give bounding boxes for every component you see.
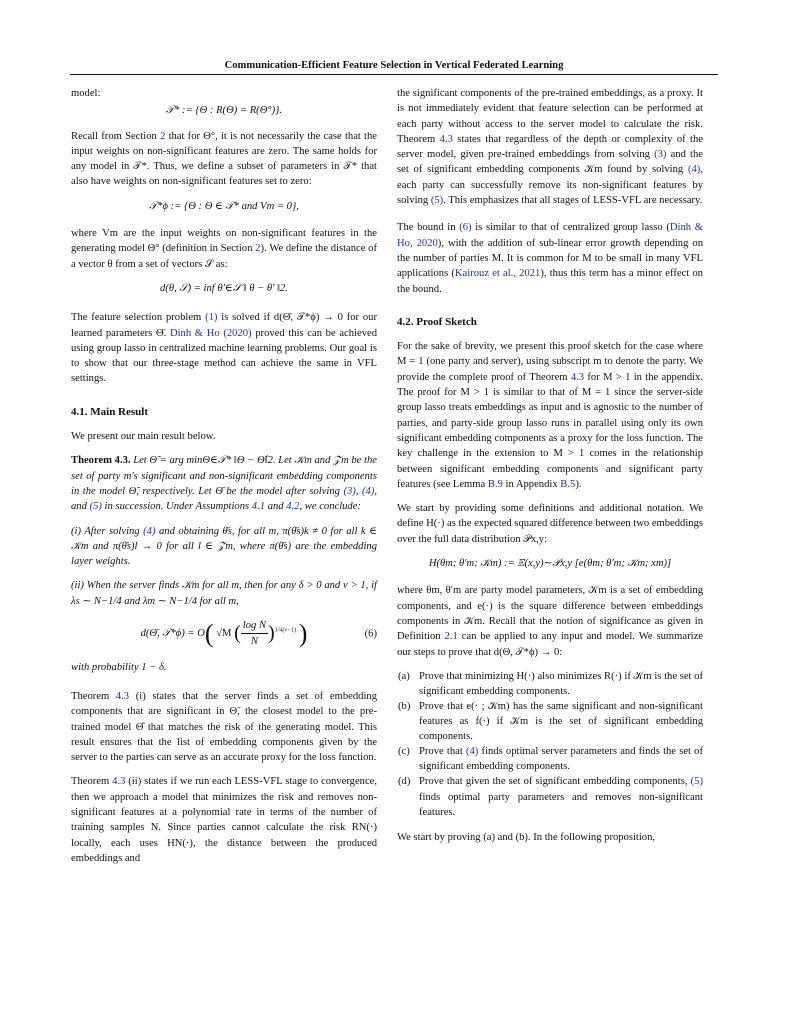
equation-ref-link[interactable]: (4) bbox=[143, 525, 156, 537]
equation-ref-link[interactable]: (5) bbox=[430, 195, 444, 207]
theorem: Theorem 4.3. Let Θ̃ = arg minΘ∈𝒯* ‖Θ − Θ̂‖2. Let 𝒦m and 𝒵m be the set of party m's significant and non-significant embedding components in the model Θ̃, respectively. Let Θ̄ be the model after solving (3), (4), and (5) in succession. Under Assumptions 4.1 and 4.2, we conclude: bbox=[71, 455, 377, 513]
assumption-ref-link[interactable]: 4.2 bbox=[286, 501, 300, 513]
paragraph: where Vm are the input weights on non-significant features in the generating model Θ° (definition in Section 2). We define the distance of a vector θ from a set of vectors 𝒮 as: bbox=[71, 228, 378, 270]
equation-ref-link[interactable]: (3) bbox=[343, 485, 356, 497]
left-column bbox=[71, 86, 377, 875]
theorem-part-i: (i) After solving (4) and obtaining θ̄s, for all m, π(θ̄s)k ≠ 0 for all k ∈ 𝒦m and π(θ̄s)l → 0 for all l ∈ 𝒵m, where π(θ̄s) are the embedding layer weights. bbox=[71, 525, 377, 568]
section-ref-link[interactable]: 2 bbox=[255, 243, 261, 255]
list-item: (c) Prove that (4) finds optimal server parameters and finds the set of significant embedding components. bbox=[398, 746, 703, 773]
header-rule bbox=[70, 74, 718, 75]
equation-ref-link[interactable]: (3) bbox=[654, 149, 667, 161]
paragraph: We start by proving (a) and (b). In the following proposition, bbox=[397, 831, 656, 843]
theorem-ref-link[interactable]: 4.3 bbox=[570, 371, 585, 383]
equation-H: H(θm; θ′m; 𝒦m) := 𝔼(x,y)∼𝒫x,y [e(θm; θ′m; 𝒦m; xm)] bbox=[428, 558, 672, 570]
equation-number: (6) bbox=[364, 628, 377, 640]
definition-ref-link[interactable]: 2.1 bbox=[444, 631, 458, 643]
theorem-part-ii: (ii) When the server finds 𝒦m for all m, then for any δ > 0 and ν > 1, if λs ∼ N−1/4 and λm ∼ N−1/4 for all m, bbox=[71, 580, 377, 607]
equation-ref-link[interactable]: (5) bbox=[690, 776, 703, 788]
paragraph: The feature selection problem (1) is solved if d(Θ̄, 𝒯*ϕ) → 0 for our learned parameters Θ̄. Dinh & Ho (2020) proved this can be achieved using group lasso in centralized machine learning problems. Our goal is to show that our three-stage method can achieve the same in VFL settings. bbox=[71, 312, 377, 385]
equation-ref-link[interactable]: (4) bbox=[687, 164, 701, 176]
right-column bbox=[397, 86, 703, 854]
paragraph: Theorem 4.3 (ii) states if we run each LESS-VFL stage to convergence, then we approach a model that minimizes the risk and removes non-significant features at a polynomial rate in terms of the number of training samples N. Since parties cannot calculate the risk RN(·) locally, each uses HN(·), the distance between the produced embeddings and bbox=[71, 776, 378, 864]
citation-link[interactable]: Dinh & Ho, 2020 bbox=[397, 222, 704, 249]
lemma-ref-link[interactable]: B.9 bbox=[487, 478, 503, 490]
theorem-ref-link[interactable]: 4.3 bbox=[439, 133, 453, 145]
list-item: (d) Prove that given the set of significant embedding components, (5) finds optimal party parameters and removes non-significant features. bbox=[398, 776, 703, 818]
citation-link[interactable]: Kairouz et al., 2021 bbox=[454, 268, 541, 280]
paragraph: The bound in (6) is similar to that of centralized group lasso (Dinh & Ho, 2020), with the addition of sub-linear error growth depending on the number of parties M. It is common for M to be small in many VFL applications (Kairouz et al., 2021), thus this term has a minor effect on the bound. bbox=[397, 222, 704, 295]
paragraph: Recall from Section 2 that for Θ°, it is not necessarily the case that the input weights on non-significant features are zero. The same holds for any model in 𝒯*. Thus, we define a subset of parameters in 𝒯* that also have weights on non-significant features set to zero: bbox=[71, 130, 377, 188]
running-header: Communication-Efficient Feature Selection in Vertical Federated Learning bbox=[224, 60, 564, 71]
paragraph: the significant components of the pre-trained embeddings, as a proxy. It is not immediately evident that feature selection can be performed at each party without access to the server model to calculate the risk. Theorem 4.3 states that regardless of the depth or complexity of the server model, given pre-trained embeddings from solving (3) and the set of significant embedding components 𝒦m found by solving (4), each party can successfully remove its non-significant features by solving (5). This emphasizes that all stages of LESS-VFL are necessary. bbox=[397, 88, 703, 207]
section-heading: 4.1. Main Result bbox=[71, 405, 148, 418]
section-ref-link[interactable]: 2 bbox=[160, 130, 166, 142]
fraction: $\frac{\text{log N}}{N}$ bbox=[242, 620, 267, 648]
section-heading: 4.2. Proof Sketch bbox=[397, 315, 477, 328]
paragraph: We start by providing some definitions and additional notation. We define H(·) as the expected squared difference between two embeddings over the full data distribution 𝒫x,y: bbox=[397, 503, 704, 545]
appendix-ref-link[interactable]: B.5 bbox=[560, 478, 576, 490]
paragraph: We present our main result below. bbox=[71, 431, 216, 443]
paragraph: model: bbox=[71, 88, 101, 99]
theorem-ref-link[interactable]: 4.3 bbox=[115, 690, 130, 702]
theorem-ref-link[interactable]: 4.3 bbox=[112, 776, 126, 788]
equation-tphi: 𝒯*ϕ := {Θ : Θ ∈ 𝒯* and Vm = 0}, bbox=[149, 200, 299, 212]
assumption-ref-link[interactable]: 4.1 bbox=[251, 501, 266, 513]
equation-6: d(Θ̄, 𝒯*ϕ) = O( √M ( $\frac{\text{log N}}{N}$ )$^{1/4(\nu-1)}$ ) (6) bbox=[140, 619, 377, 649]
theorem-label: Theorem 4.3. bbox=[71, 455, 131, 467]
equation-ref-link[interactable]: (5) bbox=[89, 501, 102, 513]
list-item: (a) Prove that minimizing H(·) also minimizes R(·) if 𝒦m is the set of significant embedding components. bbox=[398, 670, 703, 697]
paragraph: with probability 1 − δ. bbox=[71, 661, 167, 673]
equation-ref-link[interactable]: (4) bbox=[361, 485, 375, 497]
citation-link[interactable]: Dinh & Ho (2020) bbox=[169, 327, 252, 339]
equation-ref-link[interactable]: (1) bbox=[205, 312, 218, 324]
paragraph: For the sake of brevity, we present this proof sketch for the case where M = 1 (one party and server), using subscript m to denote the party. We provide the complete proof of Theorem 4.3 for M > 1 in the appendix. The proof for M > 1 is similar to that of M = 1 since the server-side group lasso treats embeddings as input and is agnostic to the number of parties, and party-side group lasso runs in parallel using only its own significant embedding components as a proxy for the loss function. The key challenge in the extension to M > 1 comes in the relationship between significant embedding components and significant party features (see Lemma B.9 in Appendix B.5). bbox=[397, 341, 703, 490]
equation-ref-link[interactable]: (6) bbox=[459, 222, 472, 234]
paragraph: Theorem 4.3 (i) states that the server finds a set of embedding components that are significant in Θ̃, the closest model to the pre-trained model Θ̂ that matches the risk of the generating model. This result ensures that the list of embedding components given by the server to the parties can serve as an accurate proxy for the loss function. bbox=[71, 690, 378, 764]
equation-tstar: 𝒯* := {Θ : R(Θ) = R(Θ°)}. bbox=[165, 105, 283, 117]
paragraph: where θm, θ′m are party model parameters, 𝒦m is a set of embedding components, and e(·) is the square difference between embeddings components in 𝒦m. Recall that the notion of significance as given in Definition 2.1 can be applied to any input and model. We summarize our steps to prove that d(Θ, 𝒯*ϕ) → 0: bbox=[397, 585, 703, 658]
equation-distance: d(θ, 𝒮) = inf θ′∈𝒮 ‖ θ − θ′ ‖2. bbox=[160, 282, 288, 294]
list-item: (b) Prove that e(· ; 𝒦m) has the same significant and non-significant features as f(·) if 𝒦m is the set of significant embedding components. bbox=[398, 700, 703, 743]
equation-ref-link[interactable]: (4) bbox=[465, 746, 479, 758]
proof-steps-list bbox=[397, 669, 703, 820]
